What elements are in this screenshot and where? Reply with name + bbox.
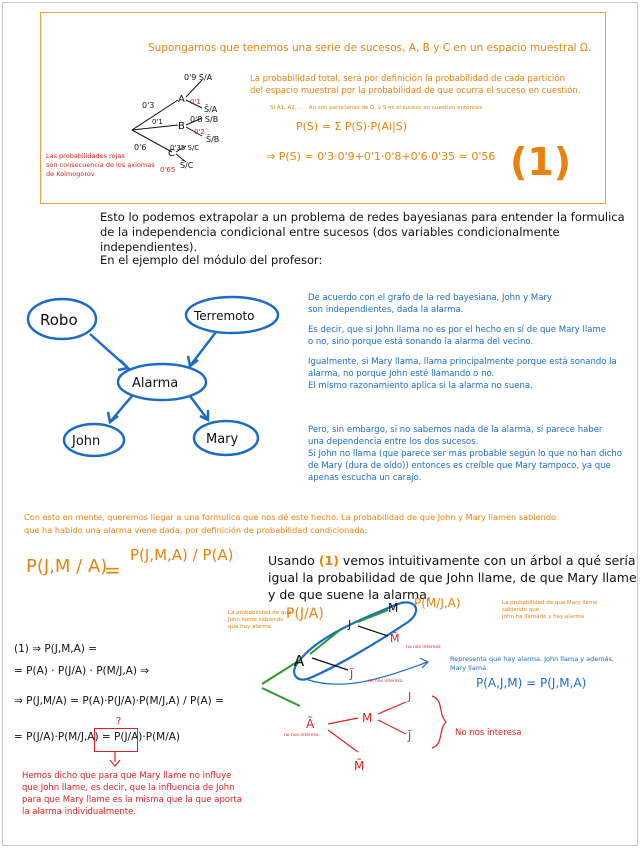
tree-node-m2: M: [362, 711, 373, 725]
goal-paragraph: [24, 511, 634, 537]
edge-a-j: [310, 630, 340, 654]
equation-number-1: (1): [510, 140, 572, 184]
explanation-line-3: Es decir, que si John llama no es por el hecho en sí de que Mary llame: [308, 325, 606, 335]
extrapolation-line-1: Esto lo podemos extrapolar a un problema de redes bayesianas para entender la formulica: [100, 210, 625, 224]
down-arrow-icon: [108, 752, 122, 768]
node-john-label: John: [72, 434, 101, 449]
formula-conditional-left: P(J,M / A): [26, 556, 108, 577]
edge-nota-m: [328, 718, 358, 724]
derivation-step-3: ⇒ P(J,M/A) = P(A)·P(J/A)·P(M/J,A) / P(A) =: [14, 695, 224, 707]
tree-s-given-a: 0'9 S/A: [184, 73, 213, 82]
probability-tree: [120, 70, 240, 180]
tree-p-a: 0'3: [142, 101, 155, 110]
usando-line-1: [268, 552, 638, 569]
explanation-line-1: De acuerdo con el grafo de la red bayesiana, John y Mary: [308, 293, 552, 303]
tree-p-c: 0'6: [134, 143, 147, 152]
tree-node-b: B: [178, 121, 185, 132]
edge-j-notm: [358, 626, 388, 636]
explanation-line-8: Pero, sin embargo, si no sabemos nada de la alarma, sí parece haber: [308, 425, 603, 435]
extrapolation-line-2: de la independencia condicional entre sucesos (dos variables condicionalmente independientes).: [100, 225, 560, 254]
tree-note-left-line-1: La probabilidad de que: [228, 610, 292, 616]
no-interest-note-2: no nos interesa: [368, 679, 403, 684]
explanation-line-6: alarma, no porque John esté llamando o no.: [308, 369, 495, 379]
formula-conditional-right: P(J,M,A) / P(A): [130, 546, 234, 564]
goal-line-2: que ha habido una alarma viene dada, por definición de probabilidad condicionada:: [24, 525, 368, 535]
node-terremoto-label: Terremoto: [194, 309, 255, 323]
usando-rest: vemos intuitivamente con un árbol a qué sería: [342, 553, 636, 568]
conclusion-line-1: Hemos dicho que para que Mary llame no influye: [22, 771, 232, 781]
usando-word: Usando: [268, 553, 315, 568]
tree-node-not-m2: M̄: [354, 759, 365, 773]
goal-line-1: Con esto en mente, queremos llegar a una formulica que nos dé este hecho. La probabilidad de que John y Mary llamen sabiendo: [24, 512, 557, 522]
tree-note-right-line-2: John ha llamado y hay alarma: [502, 614, 585, 620]
edge-alarma-mary: [190, 396, 208, 420]
derivation-step-2: = P(A) · P(J/A) · P(M/J,A) ⇒: [14, 665, 150, 677]
conclusion-line-4: la alarma individualmente.: [22, 807, 136, 817]
derivation-step-4: = P(J/A)·P(M/J,A) = P(J/A)·P(M/A): [14, 731, 181, 743]
tree-node-j2: J: [408, 690, 412, 703]
definition-line-2: del espacio muestral por la probabilidad de que ocurra el suceso en cuestión.: [250, 86, 581, 96]
usando-line-3: y de que suene la alarma.: [268, 587, 431, 602]
tree-node-not-j: J̄: [350, 668, 354, 681]
independence-explanation: [308, 292, 628, 484]
conclusion-paragraph: [22, 770, 262, 818]
tree-ns-given-c: S̄/C: [180, 161, 194, 170]
no-interest-note-3: no nos interesa: [284, 733, 319, 738]
highlight-box: [94, 728, 138, 752]
branch-a-s: [186, 80, 202, 97]
partition-note: Si A1, A2, ... , An son particiones de Ω, y S es el suceso en cuestion entonces: [270, 105, 483, 111]
definition-line-1: La probabilidad total, será por definición la probabilidad de cada partición: [250, 74, 565, 84]
conclusion-line-2: que John llame, es decir, que la influencia de John: [22, 783, 235, 793]
tree-note-right-line-1: La probabilidad de que Mary llame sabiendo que: [502, 600, 598, 613]
tree-ns-given-a: S̄/A: [204, 105, 218, 114]
edge-j-m: [358, 610, 388, 622]
explanation-line-4: o no, sino porque está sonando la alarma del vecino.: [308, 337, 534, 347]
edge-m-j: [378, 702, 406, 714]
tree-p-b: 0'1: [152, 118, 163, 126]
tree-node-not-a: Ā: [306, 717, 315, 731]
tree-ns-given-b: S̄/B: [206, 135, 220, 144]
explanation-line-10: Si John no llama (que parece ser más probable según lo que no han dicho: [308, 449, 623, 459]
tree-node-not-m: M̄: [390, 632, 400, 645]
question-mark: ?: [116, 716, 122, 727]
intro-text: Supongamos que tenemos una serie de sucesos, A, B y C en un espacio muestral Ω.: [148, 42, 592, 54]
kolmogorov-line-1: Las probabilidades rojas: [46, 152, 125, 160]
tree-note-right: [502, 600, 602, 621]
joint-probability-identity: P(A,J,M) = P(J,M,A): [476, 676, 587, 690]
tree-ns-given-c-prob: 0'65: [160, 166, 176, 174]
node-mary-label: Mary: [206, 432, 239, 447]
no-interest-note-1: no nos interesa: [406, 645, 441, 650]
formula-numeric: ⇒ P(S) = 0'3·0'9+0'1·0'8+0'6·0'35 = 0'56: [266, 150, 496, 163]
explanation-line-11: de Mary (dura de oído)) entonces es creíble que Mary tampoco, ya que: [308, 461, 611, 471]
usando-ref-1: (1): [318, 553, 339, 568]
no-interest-brace: [432, 696, 446, 748]
total-probability-definition: [250, 73, 590, 97]
tree-node-a: A: [178, 94, 185, 105]
usando-line-2: igual la probabilidad de que John llame, de que Mary llame: [268, 570, 637, 585]
edge-terremoto-alarma: [190, 332, 216, 366]
node-alarma-label: Alarma: [132, 376, 179, 391]
alarm-call-tree: [248, 596, 488, 796]
tree-node-a: A: [294, 652, 305, 670]
represents-line-1: Representa que hay alarma, John llama y además,: [450, 655, 615, 663]
kolmogorov-line-3: de Kolmogorov: [46, 170, 95, 178]
tree-p-j-given-a: P(J/A): [286, 606, 324, 622]
tree-note-left-line-2: John llame sabiendo: [228, 617, 284, 623]
represents-line-2: Mary llama.: [450, 664, 489, 672]
kolmogorov-line-2: son consecuencia de los axiomas: [46, 161, 155, 169]
derivation-step-1: (1) ⇒ P(J,M,A) =: [14, 643, 98, 655]
tree-s-given-c: 0'35 S/C: [170, 144, 200, 152]
node-robo-label: Robo: [40, 311, 78, 329]
explanation-line-7: El mismo razonamiento aplica si la alarma no suena.: [308, 381, 533, 391]
tree-s-given-b: 0'8 S/B: [190, 115, 219, 124]
edge-root-nota: [262, 688, 300, 706]
bayesian-network-diagram: [20, 282, 290, 472]
tree-node-m: M: [388, 601, 399, 615]
explanation-line-2: son independientes, dada la alarma.: [308, 305, 464, 315]
tree-node-c: C: [168, 148, 175, 159]
explanation-line-9: una dependencia entre los dos sucesos.: [308, 437, 479, 447]
tree-p-m-given-ja: P(M/J,A): [414, 596, 461, 610]
edge-m-notj: [378, 720, 406, 734]
no-interest-label: No nos interesa: [455, 728, 522, 738]
explanation-line-5: Igualmente, si Mary llama, llama principalmente porque está sonando la: [308, 357, 617, 367]
tree-node-not-j2: J̄: [408, 730, 412, 743]
tree-node-j: J: [348, 618, 352, 631]
explanation-line-12: apenas escucha un carajo.: [308, 473, 422, 483]
example-heading: En el ejemplo del módulo del profesor:: [100, 253, 323, 267]
represents-note: [450, 655, 630, 673]
edge-nota-notm: [328, 730, 358, 752]
tree-ns-given-a-prob: 0'1: [190, 98, 201, 106]
formula-general: P(S) = Σ P(S)·P(Ai|S): [296, 120, 408, 133]
extrapolation-paragraph: [100, 210, 640, 255]
tree-note-left-line-3: que hay alarma: [228, 624, 272, 630]
formula-equals: =: [104, 558, 121, 582]
tree-ns-given-b-prob: 0'2: [194, 128, 205, 136]
conclusion-line-3: para que Mary llame es la misma que la que aporta: [22, 795, 243, 805]
